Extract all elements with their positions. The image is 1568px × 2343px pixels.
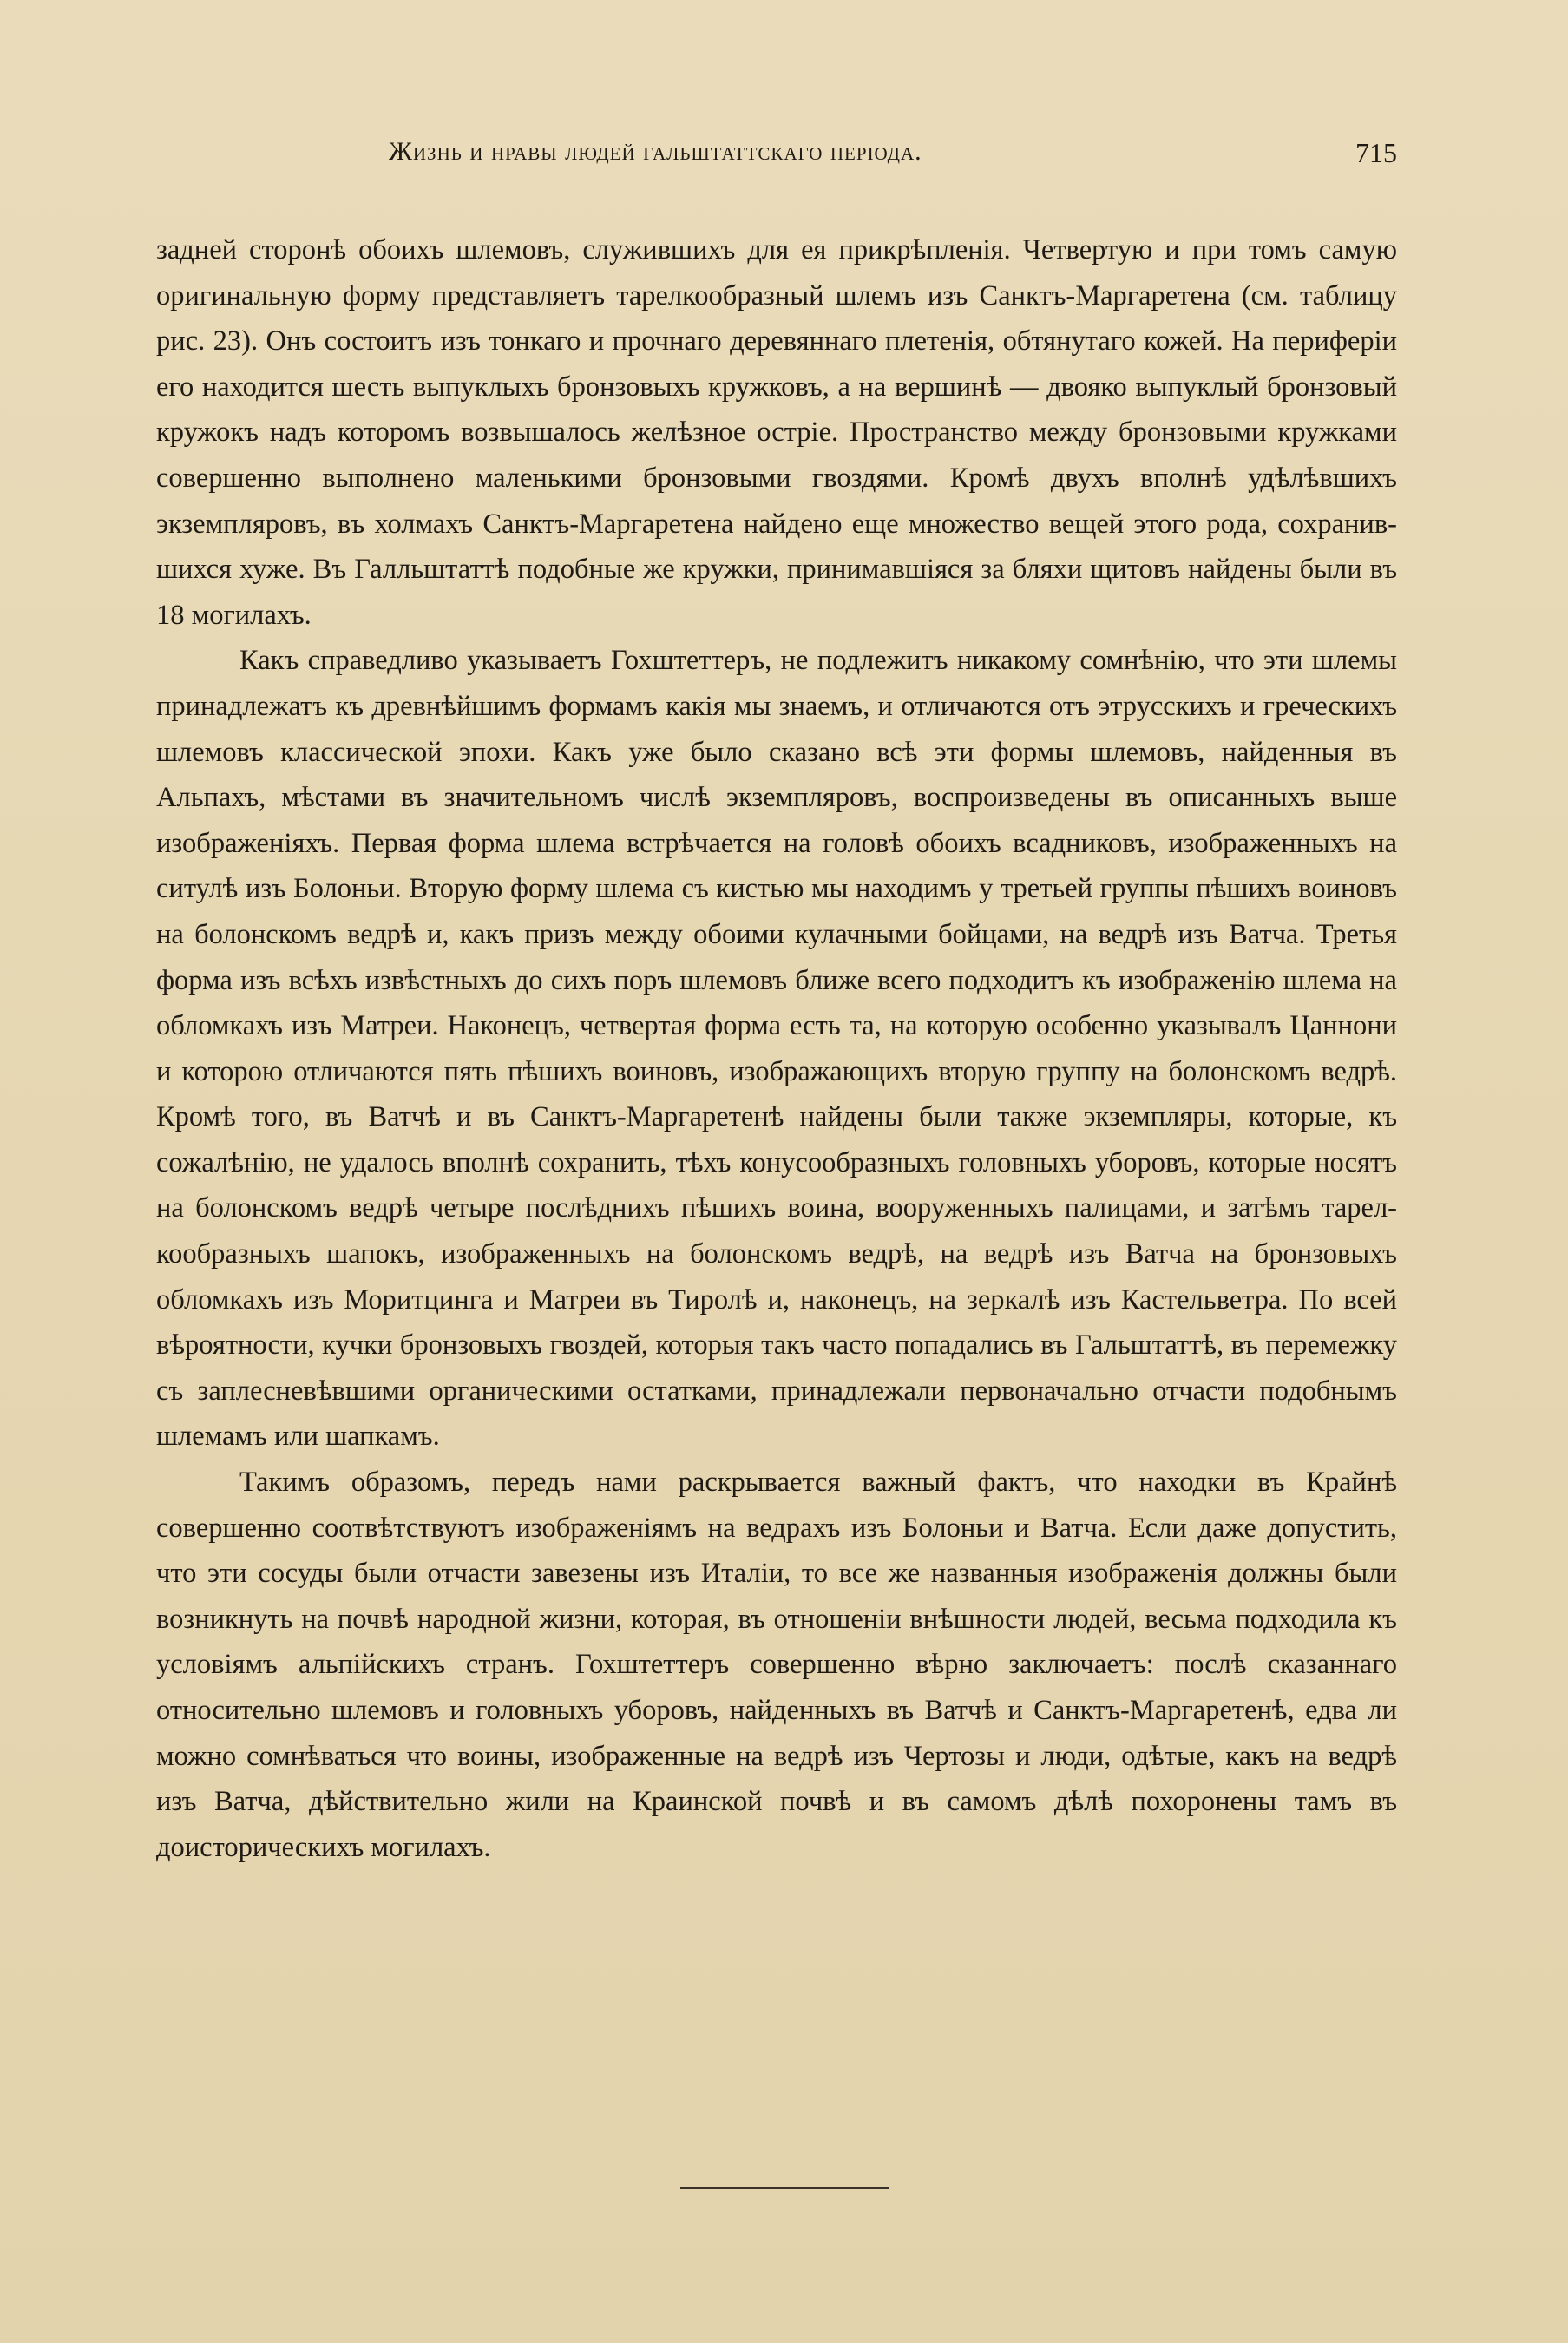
running-header [156, 137, 1397, 180]
running-title: Жизнь и нравы людей гальштаттскаго періода. [389, 137, 922, 166]
page-number: 715 [1355, 137, 1397, 168]
paragraph-1: задней сторонѣ обоихъ шлемовъ, служившихъ для ея прикрѣпленія. Четвертую и при томъ самую оригинальную форму представляетъ тарелкообразный шлемъ изъ Санктъ-Маргаретена (см. таблицу рис. 23). Онъ состоитъ изъ тонкаго и прочнаго деревяннаго плетенія, обтянутаго кожей. На периферіи его находится шесть выпуклыхъ бронзовыхъ кружковъ, а на вершинѣ — двояко выпуклый бронзовый кружокъ надъ которомъ возвышалось желѣзное остріе. Пространство между бронзовыми кружками совершенно выполнено маленькими бронзовыми гвоздями. Кромѣ двухъ вполнѣ удѣлѣвшихъ экземпляровъ, въ холмахъ Санктъ-Маргаретена найдено еще множество вещей этого рода, сохранившихся хуже. Въ Галльштаттѣ подобные же кружки, принимавшіяся за бляхи щитовъ найдены были въ 18 могилахъ. [156, 234, 1397, 631]
body-text [156, 227, 1397, 1870]
paragraph-3: Такимъ образомъ, передъ нами раскрывается важный фактъ, что находки въ Крайнѣ совершенно соотвѣтствуютъ изображеніямъ на ведрахъ изъ Болоньи и Ватча. Если даже допустить, что эти сосуды были отчасти завезены изъ Италіи, то все же названныя изображенія должны были возникнуть на почвѣ народной жизни, которая, въ отношеніи внѣшности людей, весьма подходила къ условіямъ альпійскихъ странъ. Гохштеттеръ совершенно вѣрно заключаетъ: послѣ сказаннаго относительно шлемовъ и головныхъ уборовъ, найденныхъ въ Ватчѣ и Санктъ-Маргаретенѣ, едва ли можно сомнѣваться что воины, изображенные на ведрѣ изъ Чертозы и люди, одѣтые, какъ на ведрѣ изъ Ватча, дѣйствительно жили на Краинской почвѣ и въ самомъ дѣлѣ похоронены тамъ въ доисторическихъ могилахъ. [156, 1467, 1397, 1863]
section-end-rule [680, 2187, 889, 2189]
paragraph-2: Какъ справедливо указываетъ Гохштеттеръ, не подлежитъ никакому сомнѣнію, что эти шлемы принадлежатъ къ древнѣйшимъ формамъ какія мы знаемъ, и отличаются отъ этрусскихъ и греческихъ шлемовъ классической эпохи. Какъ уже было сказано всѣ эти формы шлемовъ, найденныя въ Альпахъ, мѣстами въ значительномъ числѣ экземпляровъ, воспроизведены въ описанныхъ выше изображеніяхъ. Первая форма шлема встрѣчается на головѣ обоихъ всадниковъ, изображенныхъ на ситулѣ изъ Болоньи. Вторую форму шлема съ кистью мы находимъ у третьей группы пѣшихъ воиновъ на болонскомъ ведрѣ и, какъ призъ между обоими кулачными бойцами, на ведрѣ изъ Ватча. Третья форма изъ всѣхъ извѣстныхъ до сихъ поръ шлемовъ ближе всего подходитъ къ изображенію шлема на обломкахъ изъ Матреи. Наконецъ, четвертая форма есть та, на которую особенно указывалъ Цаннони и которою отличаются пять пѣшихъ воиновъ, изображающихъ вторую группу на болонскомъ ведрѣ. Кромѣ того, въ Ватчѣ и въ Санктъ-Маргаретенѣ найдены были также экземпляры, которые, къ сожалѣнію, не удалось вполнѣ сохранить, тѣхъ конусообразныхъ головныхъ уборовъ, которые носятъ на болонскомъ ведрѣ четыре послѣднихъ пѣшихъ воина, вооруженныхъ палицами, и затѣмъ тарелкообразныхъ шапокъ, изображенныхъ на болонскомъ ведрѣ, на ведрѣ изъ Ватча на бронзовыхъ обломкахъ изъ Моритцинга и Матреи въ Тиролѣ и, наконецъ, на зеркалѣ изъ Кастельветра. По всей вѣроятности, кучки бронзовыхъ гвоздей, которыя такъ часто попадались въ Гальштаттѣ, въ перемежку съ заплесневѣвшими органическими остатками, принадлежали первоначально отчасти подобнымъ шлемамъ или шапкамъ. [156, 645, 1397, 1453]
